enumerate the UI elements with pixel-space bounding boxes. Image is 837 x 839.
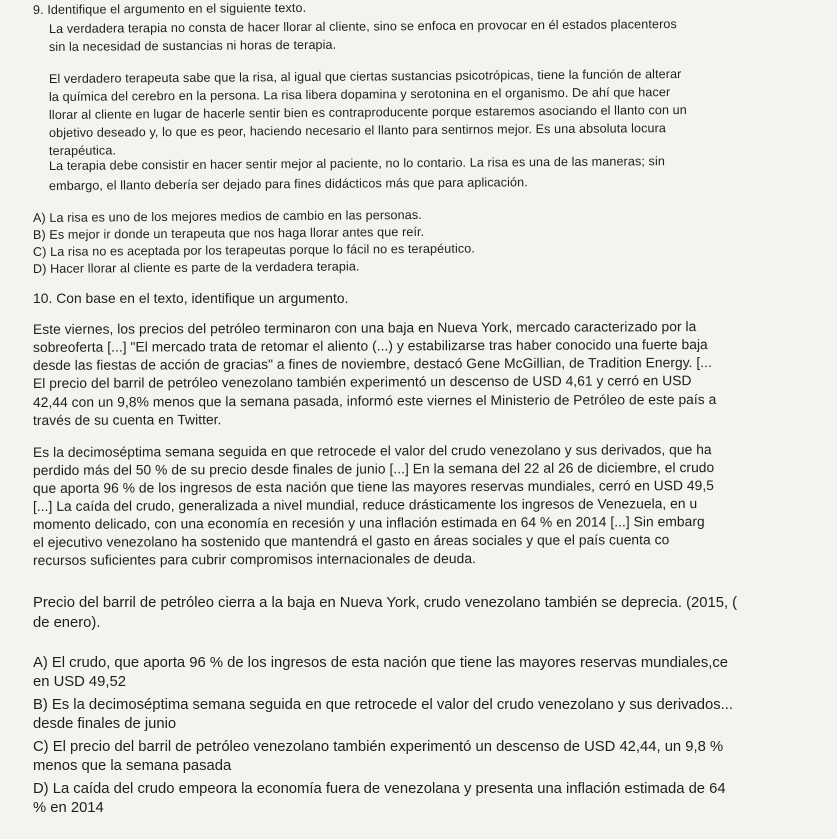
q10-option-c-line-2: menos que la semana pasada (33, 758, 232, 774)
q9-paragraph-2-line-5: terapéutica. (48, 143, 117, 158)
q10-source-line-2: de enero). (33, 615, 101, 631)
q10-paragraph-2-line-2: perdido más del 50 % de su precio desde finales de junio [...] En la semana del 22 al 26 de diciembre, el crudo (32, 460, 715, 478)
q10-paragraph-2-line-6: el ejecutivo venezolano ha sostenido que mantendrá el gasto en áreas sociales y que el país cuenta co (32, 532, 670, 550)
q10-paragraph-1-line-1: Este viernes, los precios del petróleo terminaron con una baja en Nueva York, mercado caracterizado por la (32, 319, 697, 337)
q10-paragraph-1-line-5: 42,44 con un 9,8% menos que la semana pasada, informó este viernes el Ministerio de Petróleo de este país a (32, 392, 717, 410)
q10-paragraph-2-line-5: momento delicado, con una economía en recesión y una inflación estimada en 64 % en 2014 [...] Sin embarg (32, 514, 705, 532)
q9-option-b: B) Es mejor ir donde un terapeuta que nos haga llorar antes que reír. (32, 224, 425, 242)
q9-paragraph-1-line-2: sin la necesidad de sustancias ni horas de terapia. (48, 37, 337, 54)
q10-paragraph-2-line-3: que aporta 96 % de los ingresos de esta nación que tiene las mayores reservas mundiales, cerró en USD 49,5 (32, 478, 714, 496)
q10-option-a-line-2: en USD 49,52 (33, 674, 126, 690)
q10-option-b-line-1: B) Es la decimoséptima semana seguida en que retrocede el valor del crudo venezolano y sus derivados... (33, 697, 733, 713)
q10-option-a-line-1: A) El crudo, que aporta 96 % de los ingresos de esta nación que tiene las mayores reservas mundiales,ce (33, 655, 729, 671)
q9-option-c: C) La risa no es aceptada por los terapeutas porque lo fácil no es terapéutico. (32, 241, 475, 259)
q9-paragraph-1-line-1: La verdadera terapia no consta de hacer llorar al cliente, sino se enfoca en provocar en él estados placenteros (48, 17, 677, 36)
q9-paragraph-2-line-1: El verdadero terapeuta sabe que la risa, al igual que ciertas sustancias psicotrópicas, tiene la función de alterar (48, 67, 682, 86)
q10-paragraph-1-line-6: través de su cuenta en Twitter. (32, 412, 222, 428)
q10-paragraph-2-line-7: recursos suficientes para cubrir compromisos internacionales de deuda. (32, 551, 476, 568)
q9-paragraph-3-line-1: La terapia debe consistir en hacer sentir mejor al paciente, no lo contario. La risa es una de las maneras; sin (48, 154, 665, 173)
q10-paragraph-2-line-4: [...] La caída del crudo, generalizada a nivel mundial, reduce drásticamente los ingresos de Venezuela, en u (32, 496, 698, 514)
q9-paragraph-2-line-4: objetivo deseado y, lo que es peor, haciendo necesario el llanto para sentirnos mejor. Es una absoluta locura (48, 121, 667, 140)
q10-paragraph-1-line-2: sobreoferta [...] "El mercado trata de retomar el aliento (...) y estabilizarse tras haber conocido una fuerte baja (32, 337, 708, 355)
q10-option-c-line-1: C) El precio del barril de petróleo venezolano también experimentó un descenso de USD 42,44, un 9,8 % (33, 739, 724, 755)
q9-option-a: A) La risa es uno de los mejores medios de cambio en las personas. (32, 207, 422, 225)
q10-paragraph-1-line-3: desde las fiestas de acción de gracias" a fines de noviembre, destacó Gene McGillian, de Tradition Energy. [... (32, 355, 712, 373)
q10-option-d-line-2: % en 2014 (33, 800, 104, 816)
q10-option-d-line-1: D) La caída del crudo empeora la economía fuera de venezolana y presenta una inflación estimada de 64 (33, 781, 726, 797)
q10-paragraph-1-line-4: El precio del barril de petróleo venezolano también experimentó un descenso de USD 4,61 y cerró en USD (32, 373, 692, 391)
question-9-heading: 9. Identifique el argumento en el siguiente texto. (32, 0, 307, 17)
q9-paragraph-2-line-3: llorar al cliente en lugar de hacerle sentir bien es contraproducente porque estaremos asociando el llanto con un (48, 102, 687, 122)
q9-paragraph-3-line-2: embargo, el llanto debería ser dejado para fines didácticos más que para aplicación. (48, 175, 528, 193)
q10-paragraph-2-line-1: Es la decimoséptima semana seguida en que retrocede el valor del crudo venezolano y sus derivados, que ha (32, 442, 712, 460)
q9-paragraph-2-line-2: la química del cerebro en la persona. La risa libera dopamina y serotonina en el organismo. De ahí que hacer (48, 85, 671, 104)
question-10-heading: 10. Con base en el texto, identifique un argumento. (33, 291, 349, 306)
q10-source-line-1: Precio del barril de petróleo cierra a la baja en Nueva York, crudo venezolano también se deprecia. (2015, ( (33, 595, 738, 611)
q9-option-d: D) Hacer llorar al cliente es parte de la verdadera terapia. (32, 259, 360, 276)
q10-option-b-line-2: desde finales de junio (33, 716, 177, 732)
